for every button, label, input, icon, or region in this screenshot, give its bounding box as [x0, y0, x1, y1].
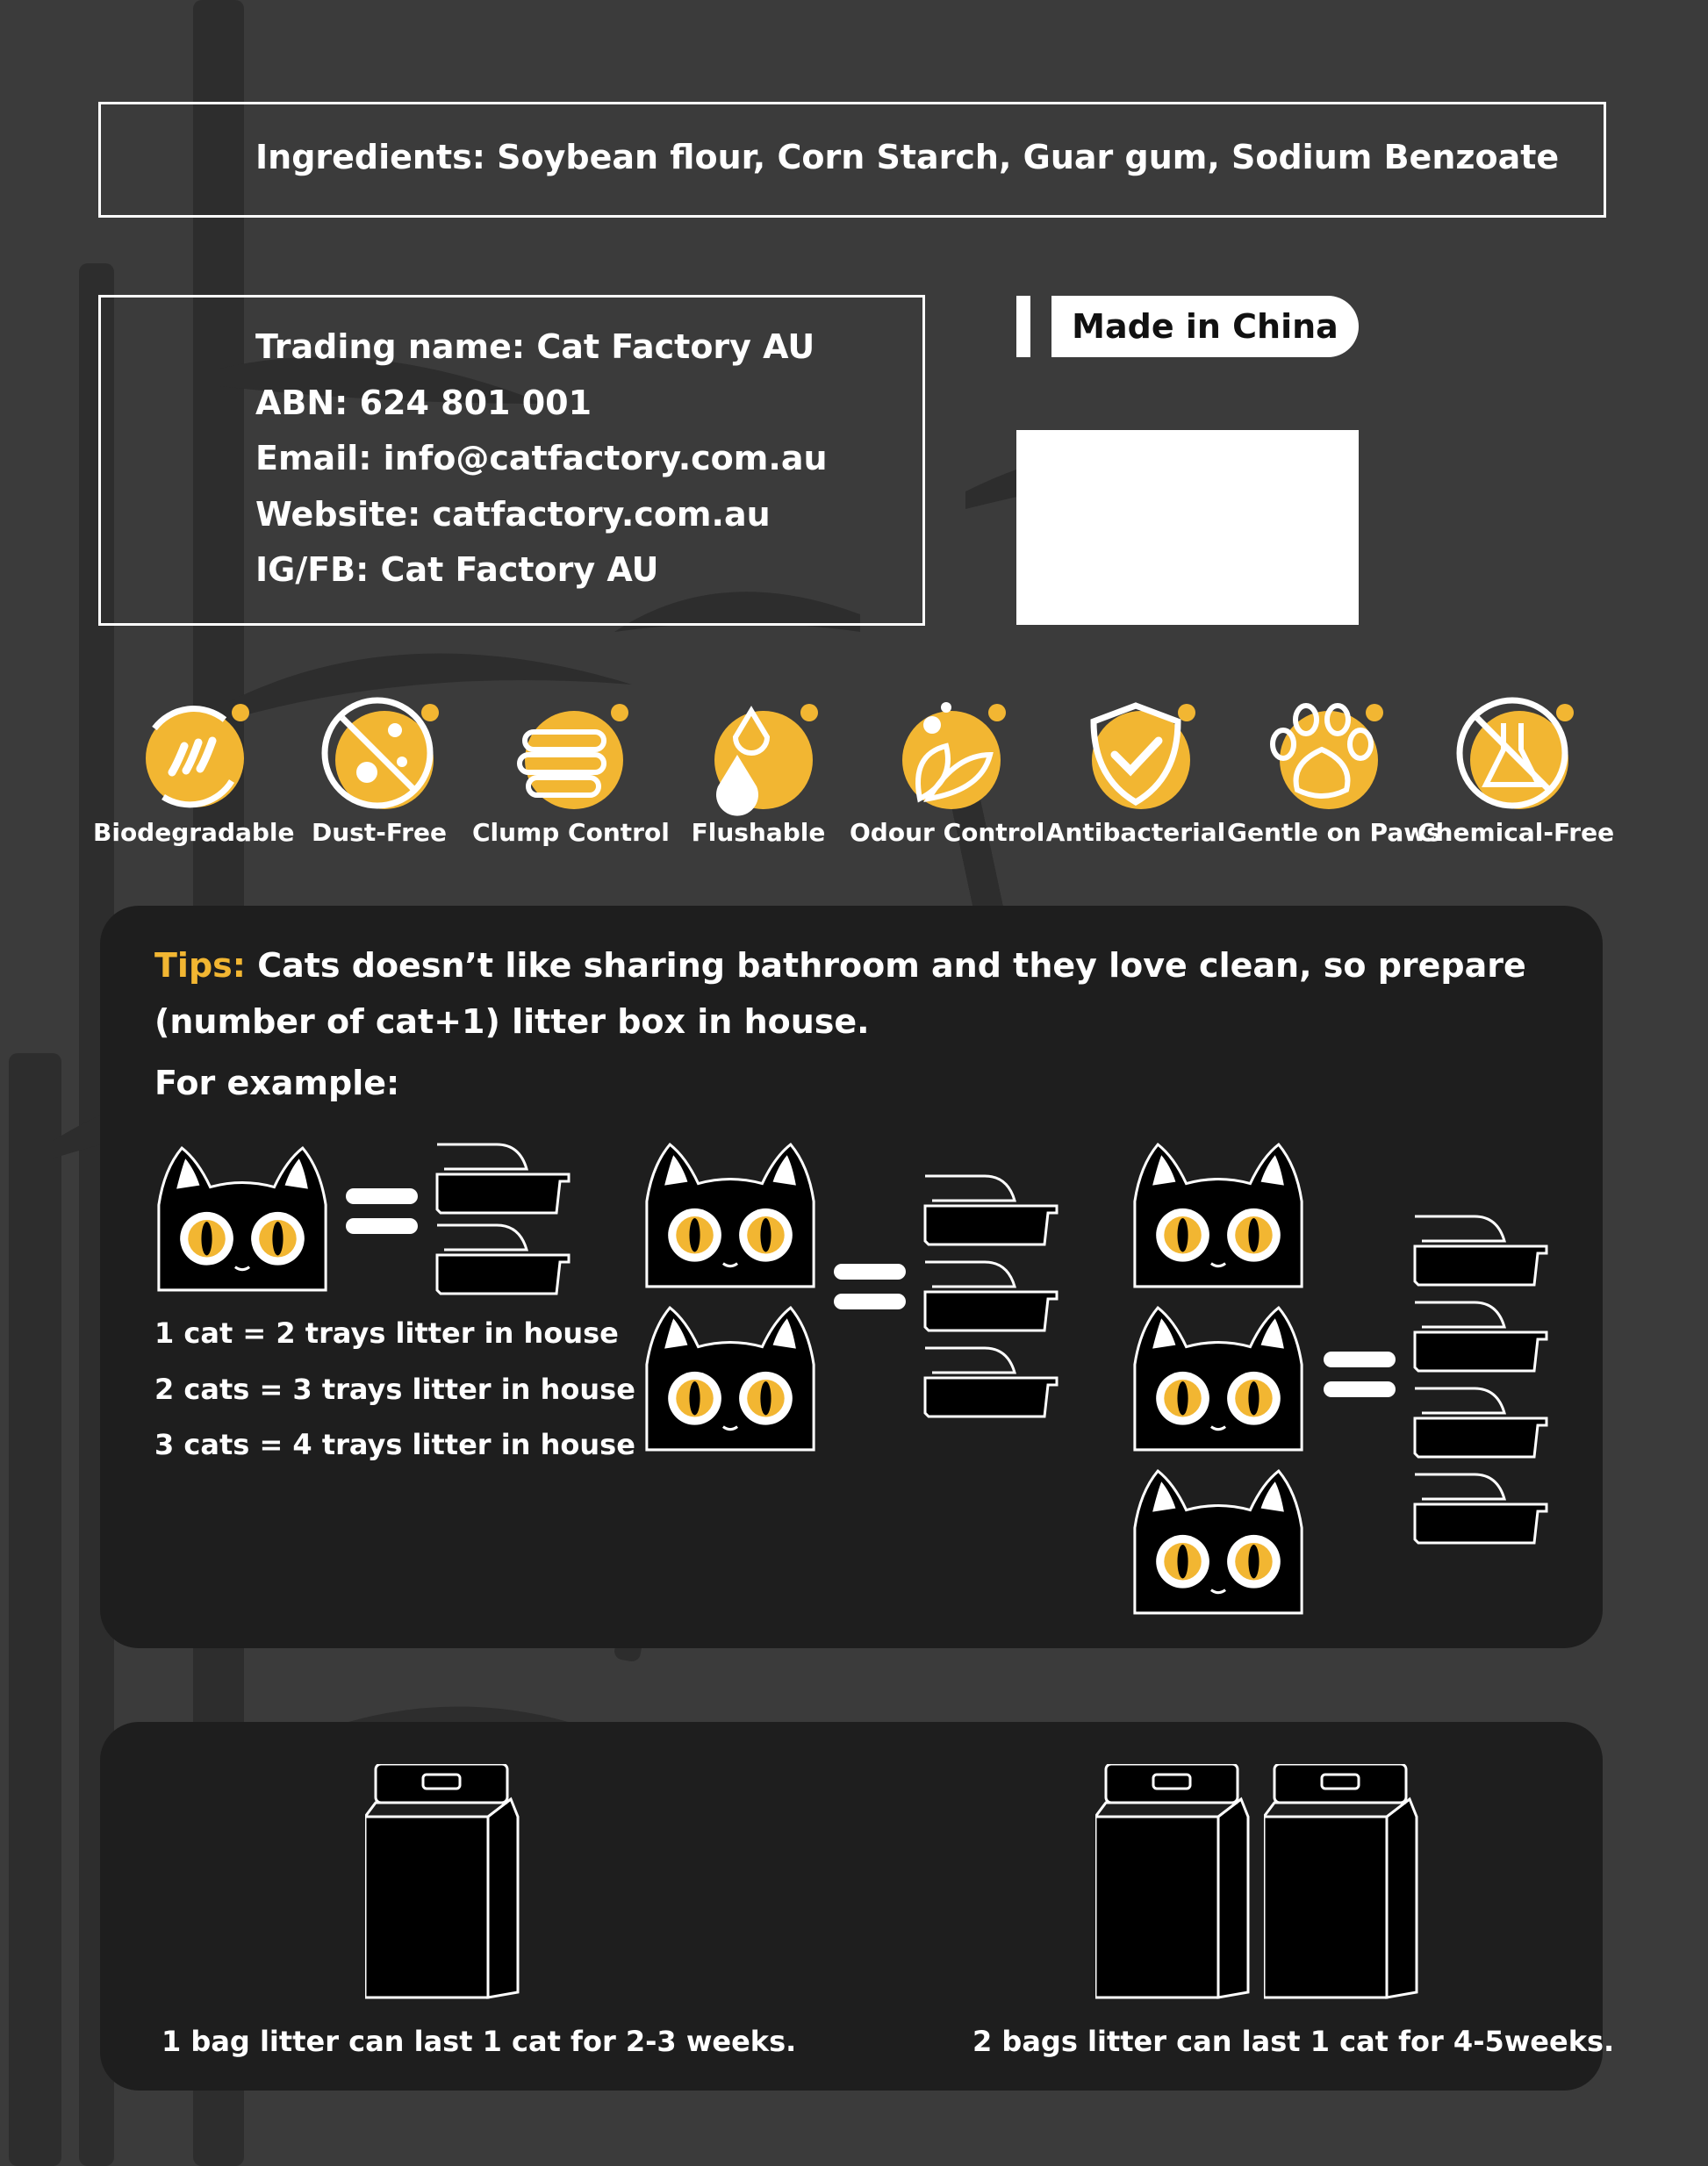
equals-sign [346, 1188, 420, 1236]
feature-biodegradable [93, 693, 295, 851]
feature-label: Antibacterial [1045, 818, 1226, 847]
feature-dust-free [283, 693, 476, 851]
cat-face-illustration [154, 1143, 330, 1294]
email: Email: info@catfactory.com.au [255, 439, 828, 477]
origin-badge: Made in China [1051, 296, 1359, 357]
one-bag-caption: 1 bag litter can last 1 cat for 2-3 weeks. [161, 2025, 797, 2058]
feature-odour-control [850, 693, 1043, 851]
cat-face-illustration [1130, 1302, 1306, 1453]
litter-tray-illustration [923, 1171, 1060, 1250]
equals-sign [1324, 1352, 1397, 1399]
equation-3: 3 cats = 4 trays litter in house [154, 1428, 635, 1461]
ingredients-box [98, 102, 1606, 218]
ingredients-text: Ingredients: Soybean flour, Corn Starch, Guar gum, Sodium Benzoate [255, 138, 1560, 176]
feature-clump-control [472, 693, 670, 851]
litter-tray-illustration [1413, 1297, 1550, 1376]
origin-marker [1016, 296, 1030, 357]
tips-text-block [154, 937, 1576, 1050]
trading-name: Trading name: Cat Factory AU [255, 327, 815, 366]
blank-label-area [1016, 430, 1359, 625]
chemical-free-icon [1453, 693, 1575, 816]
equals-sign [834, 1264, 908, 1311]
litter-tray-illustration [435, 1220, 572, 1299]
odour-control-icon [885, 693, 1008, 816]
litter-tray-illustration [1413, 1383, 1550, 1462]
feature-label: Odour Control [850, 818, 1045, 847]
feature-antibacterial [1039, 693, 1232, 851]
cat-face-illustration [642, 1302, 818, 1453]
company-info-box [98, 295, 925, 626]
clump-control-icon [507, 693, 630, 816]
litter-tray-illustration [923, 1257, 1060, 1336]
tips-text: Cats doesn’t like sharing bathroom and they love clean, so prepare (number of cat+1) litter box in house. [154, 946, 1526, 1041]
website: Website: catfactory.com.au [255, 495, 771, 534]
cat-face-illustration [1130, 1466, 1306, 1617]
feature-label: Gentle on Paws [1227, 818, 1441, 847]
biodegradable-icon [128, 693, 251, 816]
litter-bag-illustration [1264, 1764, 1422, 2001]
dust-free-icon [318, 693, 441, 816]
feature-label: Chemical-Free [1417, 818, 1615, 847]
feature-chemical-free [1417, 693, 1615, 851]
feature-label: Flushable [691, 818, 826, 847]
litter-tray-illustration [923, 1343, 1060, 1422]
social-handle: IG/FB: Cat Factory AU [255, 550, 659, 589]
tips-label: Tips: [154, 946, 246, 985]
litter-bag-illustration [1095, 1764, 1253, 2001]
feature-label: Dust-Free [312, 818, 447, 847]
litter-tray-illustration [1413, 1469, 1550, 1548]
example-label: For example: [154, 1064, 400, 1102]
feature-label: Biodegradable [93, 818, 295, 847]
cat-face-illustration [642, 1139, 818, 1290]
litter-tray-illustration [1413, 1211, 1550, 1290]
antibacterial-icon [1074, 693, 1197, 816]
flushable-icon [697, 693, 820, 816]
cat-face-illustration [1130, 1139, 1306, 1290]
equation-2: 2 cats = 3 trays litter in house [154, 1373, 635, 1406]
abn: ABN: 624 801 001 [255, 384, 592, 422]
feature-label: Clump Control [472, 818, 670, 847]
litter-tray-illustration [435, 1139, 572, 1218]
feature-flushable [662, 693, 855, 851]
feature-gentle-on-paws [1227, 693, 1441, 851]
two-bags-caption: 2 bags litter can last 1 cat for 4-5weeks. [972, 2025, 1615, 2058]
equation-1: 1 cat = 2 trays litter in house [154, 1316, 619, 1350]
paw-icon [1262, 693, 1385, 816]
litter-bag-illustration [365, 1764, 523, 2001]
